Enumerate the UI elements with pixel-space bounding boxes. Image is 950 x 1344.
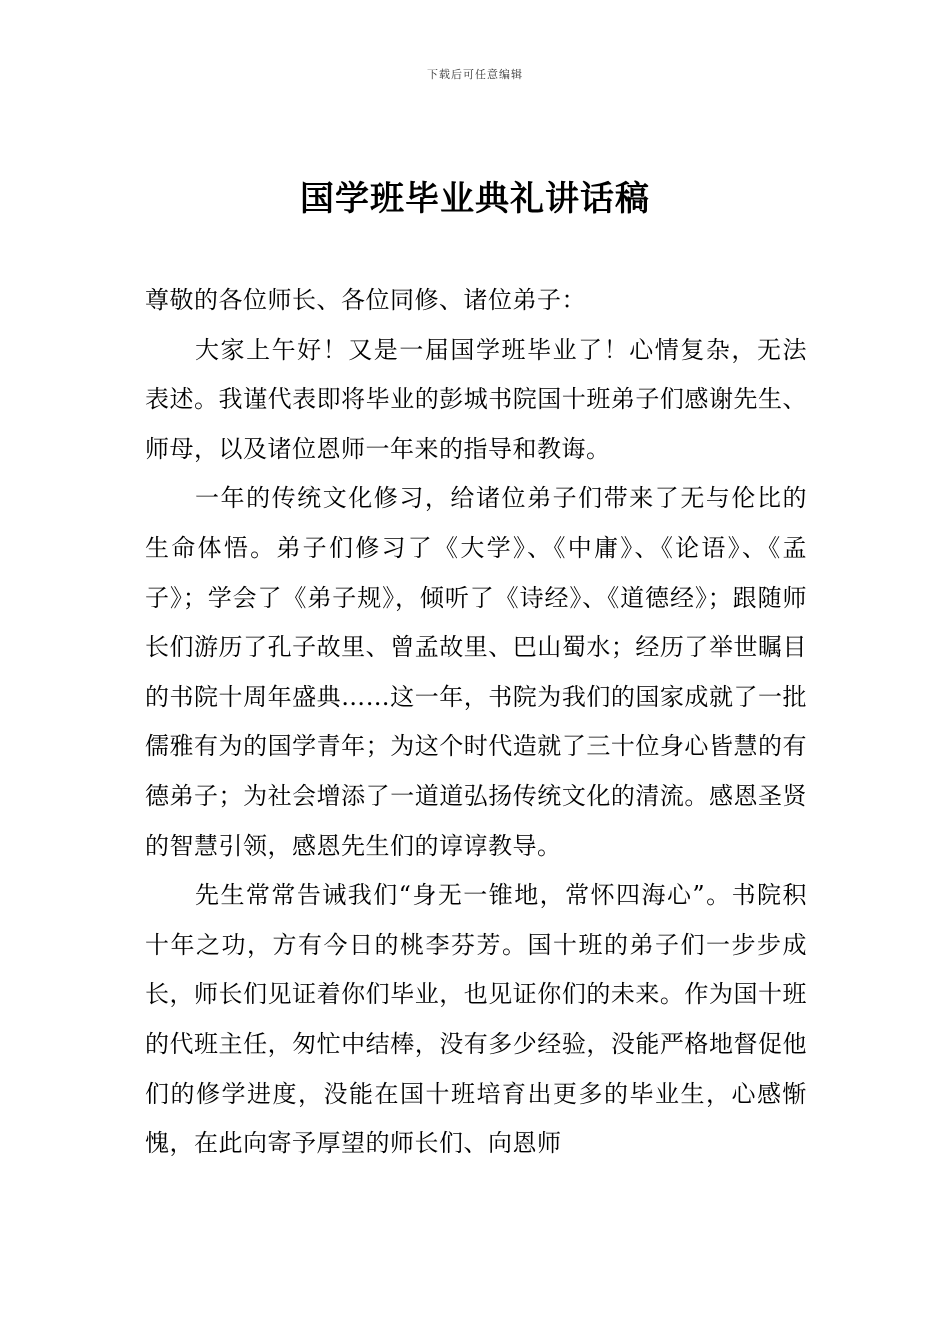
- page-header-note: 下载后可任意编辑: [427, 68, 523, 81]
- document-body: [145, 276, 807, 1169]
- document-title: 国学班毕业典礼讲话稿: [300, 179, 650, 219]
- paragraph-1: 大家上午好！又是一届国学班毕业了！心情复杂，无法表述。我谨代表即将毕业的彭城书院国十班弟子们感谢先生、师母，以及诸位恩师一年来的指导和教诲。: [145, 335, 807, 463]
- paragraph-3: 先生常常告诫我们“身无一锥地，常怀四海心”。书院积十年之功，方有今日的桃李芬芳。国十班的弟子们一步步成长，师长们见证着你们毕业，也见证你们的未来。作为国十班的代班主任，匆忙中结棒，没有多少经验，没能严格地督促他们的修学进度，没能在国十班培育出更多的毕业生，心感惭愧，在此向寄予厚望的师长们、向恩师: [145, 881, 807, 1158]
- paragraph-2: 一年的传统文化修习，给诸位弟子们带来了无与伦比的生命体悟。弟子们修习了《大学》、《中庸》、《论语》、《孟子》；学会了《弟子规》，倾听了《诗经》、《道德经》；跟随师长们游历了孔子故里、曾孟故里、巴山蜀水；经历了举世瞩目的书院十周年盛典……这一年，书院为我们的国家成就了一批儒雅有为的国学青年；为这个时代造就了三十位身心皆慧的有德弟子；为社会增添了一道道弘扬传统文化的清流。感恩圣贤的智慧引领，感恩先生们的谆谆教导。: [145, 484, 807, 860]
- salutation: 尊敬的各位师长、各位同修、诸位弟子：: [145, 286, 586, 314]
